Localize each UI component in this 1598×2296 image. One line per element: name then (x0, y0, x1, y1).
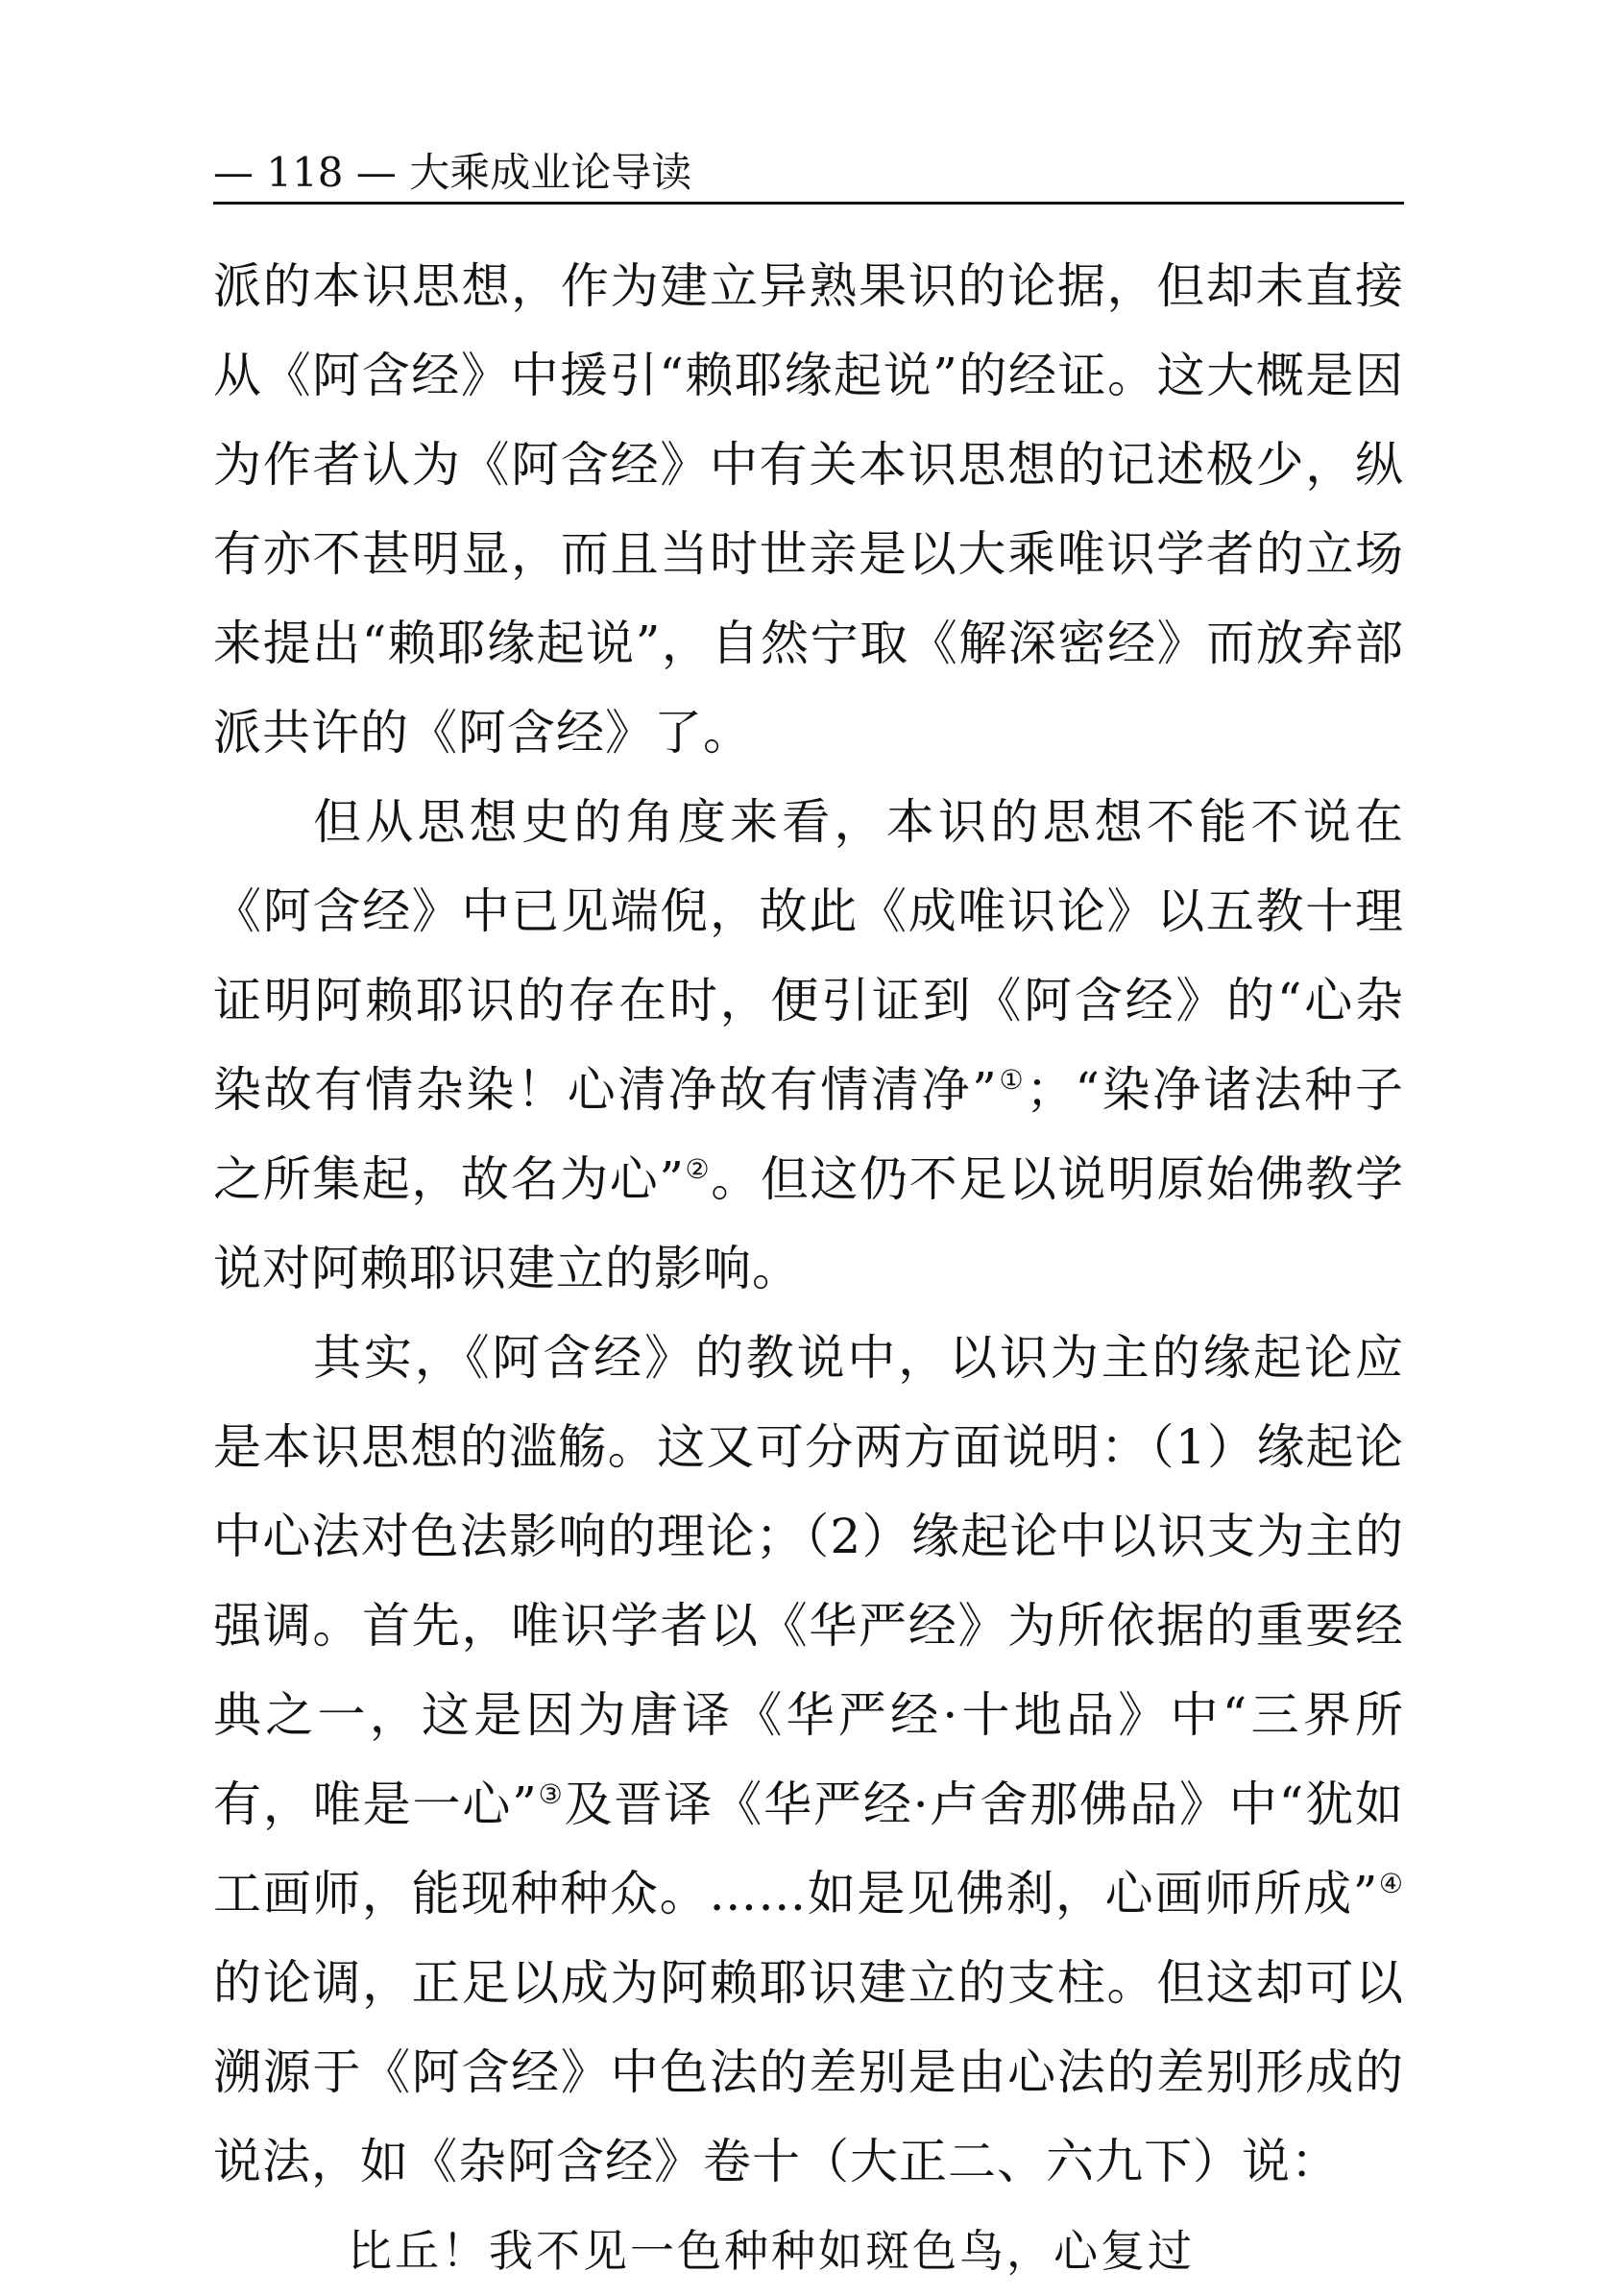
running-header: — 118 — 大乘成业论导读 (213, 149, 692, 196)
paragraph-3-text-c: 的论调，正足以成为阿赖耶识建立的支柱。但这却可以溯源于《阿含经》中色法的差别是由心法的差别形成的说法，如《杂阿含经》卷十（大正二、六九下）说： (213, 1955, 1404, 2189)
block-quote: 比丘！我不见一色种种如斑色鸟，心复过 (348, 2225, 1195, 2277)
page-body (213, 242, 1404, 2296)
footnote-marker-2: ② (684, 1153, 712, 1185)
paragraph-2 (213, 778, 1404, 1314)
paragraph-3 (213, 1314, 1404, 2207)
paragraph-2-text-a: 但从思想史的角度来看，本识的思想不能不说在《阿含经》中已见端倪，故此《成唯识论》以五教十理证明阿赖耶识的存在时，便引证到《阿含经》的“心杂染故有情杂染！心清净故有情清净” (213, 794, 1404, 1118)
paragraph-2-text-c: 。但这仍不足以说明原始佛教学说对阿赖耶识建立的影响。 (213, 1151, 1404, 1296)
paragraph-3-text-a: 其实，《阿含经》的教说中，以识为主的缘起论应是本识思想的滥觞。这又可分两方面说明：（1）缘起论中心法对色法影响的理论；（2）缘起论中以识支为主的强调。首先，唯识学者以《华严经》为所依据的重要经典之一，这是因为唐译《华严经·十地品》中“三界所有，唯是一心” (213, 1330, 1404, 1832)
footnote-marker-3: ③ (537, 1778, 565, 1810)
footnote-marker-4: ④ (1378, 1868, 1404, 1899)
paragraph-2-text-b: ；“染净诸法种子之所集起，故名为心” (213, 1062, 1405, 1207)
footnote-marker-1: ① (997, 1064, 1027, 1096)
paragraph-continuation: 派的本识思想，作为建立异熟果识的论据，但却未直接从《阿含经》中援引“赖耶缘起说”的经证。这大概是因为作者认为《阿含经》中有关本识思想的记述极少，纵有亦不甚明显，而且当时世亲是以大乘唯识学者的立场来提出“赖耶缘起说”，自然宁取《解深密经》而放弃部派共许的《阿含经》了。 (213, 258, 1404, 761)
paragraph-3-text-b: 及晋译《华严经·卢舍那佛品》中“犹如工画师，能现种种众。……如是见佛刹，心画师所成” (213, 1776, 1404, 1921)
header-rule (213, 202, 1404, 205)
